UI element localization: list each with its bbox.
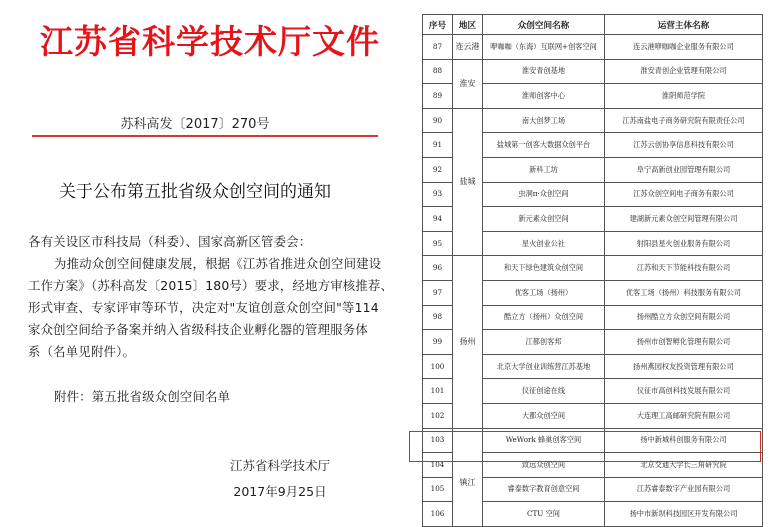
row-number: 98: [423, 305, 453, 330]
region-cell: 连云港: [453, 35, 483, 60]
row-number: 102: [423, 403, 453, 428]
space-name: 咿咖咖（东海）互联网+创客空间: [483, 35, 605, 60]
operator-name: 阜宁高新创业园管理有限公司: [605, 157, 763, 182]
operator-name: 江苏南盐电子商务研究院有限责任公司: [605, 108, 763, 133]
row-number: 106: [423, 502, 453, 527]
operator-name: 扬州酷立方众创空间有限公司: [605, 305, 763, 330]
body-line: 形式审查、专家评审等环节，决定对"友谊创意众创空间"等114: [28, 300, 379, 315]
red-divider: [32, 135, 378, 137]
row-number: 96: [423, 256, 453, 281]
body-line: 工作方案》（苏科高发〔2015〕180号）要求，经地方审核推荐、: [28, 278, 394, 293]
operator-name: 建湖新元素众创空间管理有限公司: [605, 207, 763, 232]
space-name: 仪征创途在线: [483, 379, 605, 404]
space-name: 和天下绿色建筑众创空间: [483, 256, 605, 281]
issuer-name: 江苏省科学技术厅: [229, 458, 330, 473]
operator-name: 淮安青创企业管理有限公司: [605, 59, 763, 84]
space-name: 大都众创空间: [483, 403, 605, 428]
operator-name: 淮阴师范学院: [605, 84, 763, 109]
space-name: 淮师创客中心: [483, 84, 605, 109]
table-row: [423, 108, 763, 133]
space-name: 江都创客邦: [483, 330, 605, 355]
operator-name: 仪征市高创科技发展有限公司: [605, 379, 763, 404]
row-number: 90: [423, 108, 453, 133]
operator-name: 扬州燕园权友投资管理有限公司: [605, 354, 763, 379]
region-cell: 扬州: [453, 256, 483, 428]
row-number: 95: [423, 231, 453, 256]
body-line: 系（名单见附件）。: [28, 344, 136, 359]
space-name: 淮安青创基地: [483, 59, 605, 84]
space-name: 北京大学创业训练营江苏基地: [483, 354, 605, 379]
appendix-page: [422, 14, 762, 527]
region-cell: 淮安: [453, 59, 483, 108]
row-number: 89: [423, 84, 453, 109]
table-header-row: [423, 15, 763, 35]
operator-name: 江苏众创空间电子商务有限公司: [605, 182, 763, 207]
operator-name: 江苏云创协享信息科技有限公司: [605, 133, 763, 158]
space-name: 睿泰数字教育创意空间: [483, 477, 605, 502]
table-row: [423, 256, 763, 281]
operator-name: 扬中市新坝科技园区开发有限公司: [605, 502, 763, 527]
space-name: 新元素众创空间: [483, 207, 605, 232]
table-row: [423, 59, 763, 84]
space-name: 虫洞π·众创空间: [483, 182, 605, 207]
header-number: 序号: [423, 15, 453, 35]
space-name: 酷立方（扬州）众创空间: [483, 305, 605, 330]
operator-name: 优客工场（扬州）科技服务有限公司: [605, 280, 763, 305]
space-name: 南大创梦工场: [483, 108, 605, 133]
operator-name: 北京交通大学长三角研究院: [605, 453, 763, 478]
row-number: 99: [423, 330, 453, 355]
row-number: 100: [423, 354, 453, 379]
header-operator: 运营主体名称: [605, 15, 763, 35]
notice-heading: 关于公布第五批省级众创空间的通知: [59, 182, 331, 202]
space-name: 致远众创空间: [483, 453, 605, 478]
table-row: [423, 35, 763, 60]
document-title: 江苏省科学技术厅文件: [40, 22, 380, 61]
operator-name: 扬州市创智孵化管理有限公司: [605, 330, 763, 355]
region-cell: 镇江: [453, 428, 483, 526]
space-name: 盐城第一创客大数据众创平台: [483, 133, 605, 158]
space-name: 新科工坊: [483, 157, 605, 182]
row-number: 103: [423, 428, 453, 453]
salutation: 各有关设区市科技局（科委）、国家高新区管委会：: [28, 234, 312, 249]
row-number: 92: [423, 157, 453, 182]
operator-name: 射阳县星火创业服务有限公司: [605, 231, 763, 256]
space-list-table: [422, 14, 763, 527]
row-number: 87: [423, 35, 453, 60]
row-number: 91: [423, 133, 453, 158]
row-number: 101: [423, 379, 453, 404]
operator-name: 扬中新城科创服务有限公司: [605, 428, 763, 453]
row-number: 97: [423, 280, 453, 305]
body-line: 为推动众创空间健康发展，根据《江苏省推进众创空间建设: [54, 256, 382, 271]
row-number: 94: [423, 207, 453, 232]
body-line: 家众创空间给予备案并纳入省级科技企业孵化器的管理服务体: [28, 322, 368, 337]
attachment-line: 附件：第五批省级众创空间名单: [54, 389, 231, 404]
table-row: [423, 428, 763, 453]
space-name: CTU 空间: [483, 502, 605, 527]
row-number: 104: [423, 453, 453, 478]
document-number: 苏科高发〔2017〕270号: [120, 117, 270, 132]
operator-name: 江苏睿泰数字产业园有限公司: [605, 477, 763, 502]
space-name: WeWork 蜂巢创客空间: [483, 428, 605, 453]
issue-date: 2017年9月25日: [233, 484, 327, 499]
row-number: 105: [423, 477, 453, 502]
region-cell: 盐城: [453, 108, 483, 256]
space-name: 星火创业公社: [483, 231, 605, 256]
row-number: 93: [423, 182, 453, 207]
operator-name: 连云港咿咖咖企业服务有限公司: [605, 35, 763, 60]
header-space-name: 众创空间名称: [483, 15, 605, 35]
operator-name: 江苏和天下节能科技有限公司: [605, 256, 763, 281]
row-number: 88: [423, 59, 453, 84]
space-name: 优客工场（扬州）: [483, 280, 605, 305]
header-region: 地区: [453, 15, 483, 35]
operator-name: 大连理工高邮研究院有限公司: [605, 403, 763, 428]
